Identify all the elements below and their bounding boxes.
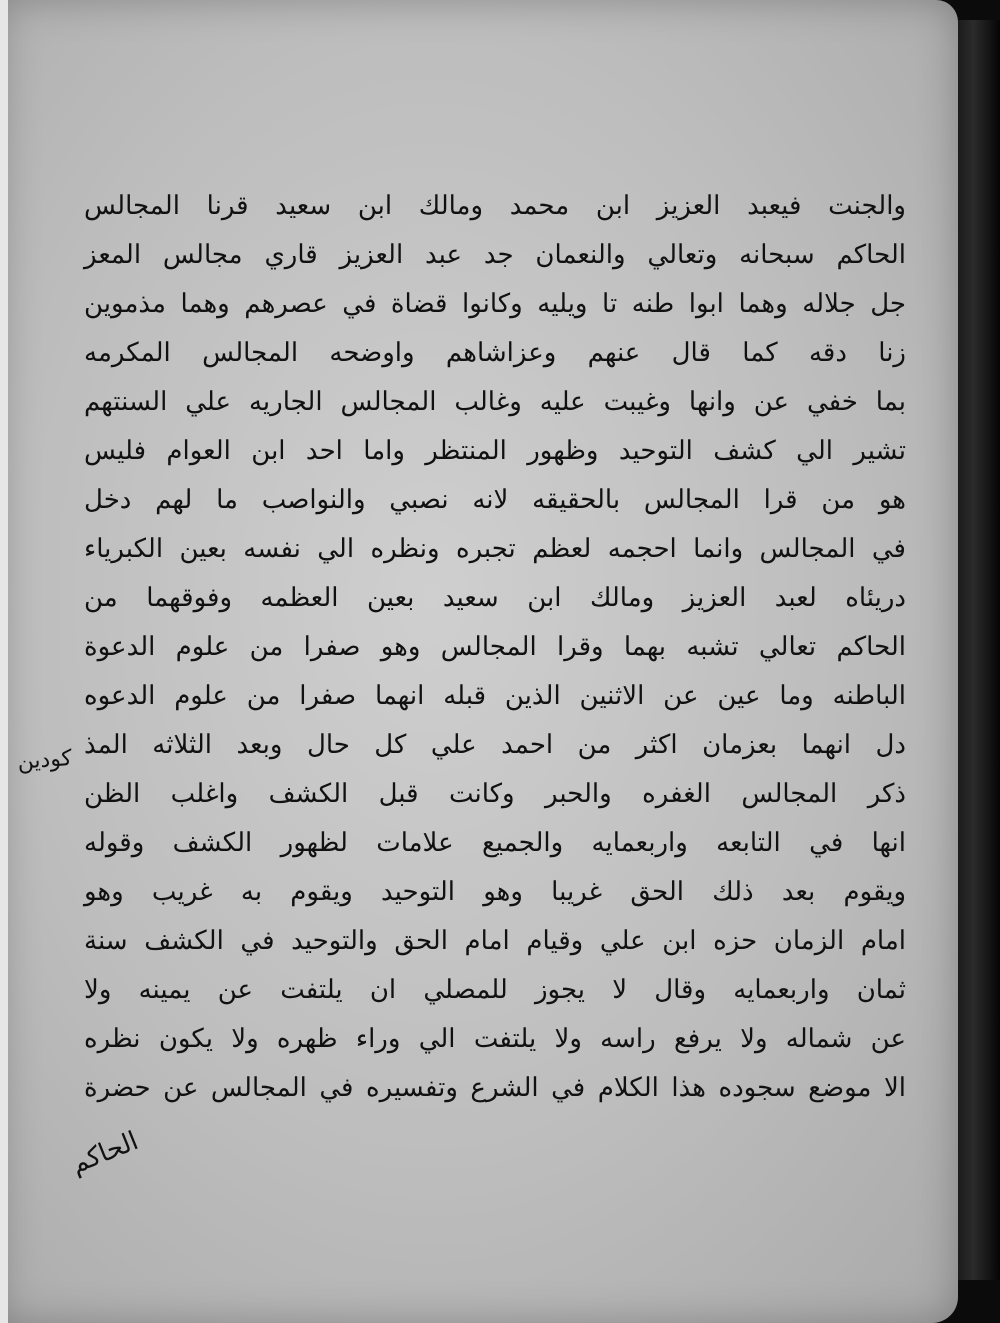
text-line: ذكر المجالس الغفره والحبر وكانت قبل الكشف واغلب الظن xyxy=(84,779,906,809)
binding-strip xyxy=(0,0,8,1323)
book-edge xyxy=(956,20,1000,1280)
text-line: الحاكم تعالي تشبه بهما وقرا المجالس وهو صفرا من علوم الدعوة xyxy=(84,632,906,662)
text-line: تشير الي كشف التوحيد وظهور المنتظر واما احد ابن العوام فليس xyxy=(84,436,906,466)
text-line: انها في التابعه واربعمايه والجميع علامات لظهور الكشف وقوله xyxy=(84,828,906,858)
text-line: بما خفي عن وانها وغيبت عليه وغالب المجالس الجاريه علي السنتهم xyxy=(84,387,906,417)
text-line: ويقوم بعد ذلك الحق غريبا وهو التوحيد ويقوم به غريب وهو xyxy=(84,877,906,907)
catchword: الحاكم xyxy=(66,1126,143,1180)
text-line: زنا دقه كما قال عنهم وعزاشاهم واوضحه المجالس المكرمه xyxy=(84,338,906,368)
text-block xyxy=(40,182,920,1113)
text-line: ثمان واربعمايه وقال لا يجوز للمصلي ان يلتفت عن يمينه ولا xyxy=(84,975,906,1005)
text-line: والجنت فيعبد العزيز ابن محمد ومالك ابن سعيد قرنا المجالس xyxy=(84,191,906,221)
text-line: الا موضع سجوده هذا الكلام في الشرع وتفسيره في المجالس عن حضرة xyxy=(84,1073,907,1103)
text-line: الحاكم سبحانه وتعالي والنعمان جد عبد العزيز قاري مجالس المعز xyxy=(84,240,906,270)
text-line: امام الزمان حزه ابن علي وقيام امام الحق والتوحيد في الكشف سنة xyxy=(84,926,906,956)
text-line: جل جلاله وهما ابوا طنه تا ويليه وكانوا قضاة في عصرهم وهما مذموين xyxy=(84,289,906,319)
text-line: دريئاه لعبد العزيز ومالك ابن سعيد بعين العظمه وفوقهما من xyxy=(84,583,906,613)
text-line: عن شماله ولا يرفع راسه ولا يلتفت الي وراء ظهره ولا يكون نظره xyxy=(84,1024,906,1054)
text-line: الباطنه وما عين عن الاثنين الذين قبله انهما صفرا من علوم الدعوه xyxy=(84,681,906,711)
text-line: هو من قرا المجالس بالحقيقه لانه نصبي والنواصب ما لهم دخل xyxy=(84,485,906,515)
text-line: في المجالس وانما احجمه لعظم تجبره ونظره الي نفسه بعين الكبرياء xyxy=(84,534,906,564)
text-line: دل انهما بعزمان اكثر من احمد علي كل حال وبعد الثلاثه المذ xyxy=(84,730,906,760)
margin-note: كودين xyxy=(16,745,73,775)
